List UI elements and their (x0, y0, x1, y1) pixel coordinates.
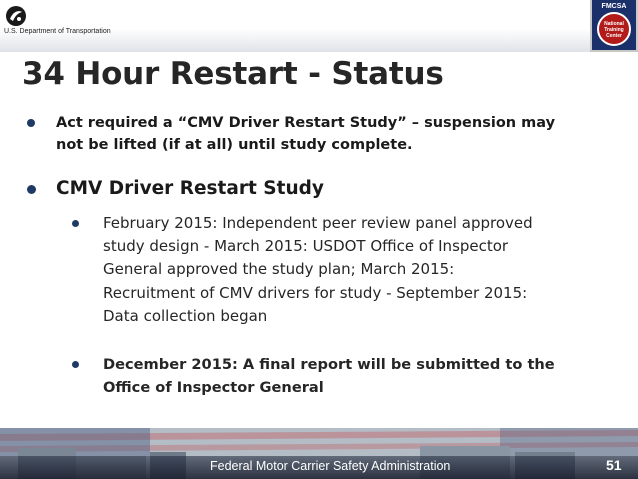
fmcsa-training-badge (590, 0, 638, 52)
dot-logo-text: U.S. Department of Transportation (4, 28, 111, 35)
bullet-1-line: Act required a “CMV Driver Restart Study” – suspension may (56, 115, 556, 131)
sub-bullet-2-line: Office of Inspector General (103, 379, 324, 397)
bullet-icon (27, 185, 36, 194)
page-number: 51 (606, 457, 622, 473)
badge-title: FMCSA (601, 3, 627, 10)
sub-bullet-1-text (103, 212, 533, 328)
sub-bullet-2-text (103, 353, 555, 399)
bullet-1-line: not be lifted (if at all) until study complete. (56, 137, 413, 153)
bullet-2-line: CMV Driver Restart Study (56, 178, 324, 199)
bullet-1-text (56, 112, 555, 156)
seal-icon (597, 12, 631, 46)
slide-title: 34 Hour Restart - Status (22, 56, 444, 92)
sub-bullet-1-line: General approved the study plan; March 2015: (103, 260, 455, 279)
dot-logo-icon (5, 5, 27, 27)
sub-bullet-1-line: study design - March 2015: USDOT Office of Inspector (103, 237, 509, 256)
bullet-2-text (56, 177, 324, 201)
seal-line: Training (604, 27, 624, 33)
footer-agency-name: Federal Motor Carrier Safety Administration (210, 459, 451, 473)
sub-bullet-1-line: February 2015: Independent peer review panel approved (103, 214, 533, 232)
header-band (0, 0, 638, 52)
seal-line: National (604, 21, 624, 27)
sub-bullet-icon (72, 220, 79, 227)
sub-bullet-icon (72, 361, 79, 368)
bullet-icon (27, 119, 35, 127)
sub-bullet-2-line: December 2015: A final report will be submitted to the (103, 356, 555, 373)
sub-bullet-1-line: Recruitment of CMV drivers for study - September 2015: (103, 283, 528, 302)
sub-bullet-1-line: Data collection began (103, 306, 268, 325)
seal-line: Center (606, 33, 622, 39)
